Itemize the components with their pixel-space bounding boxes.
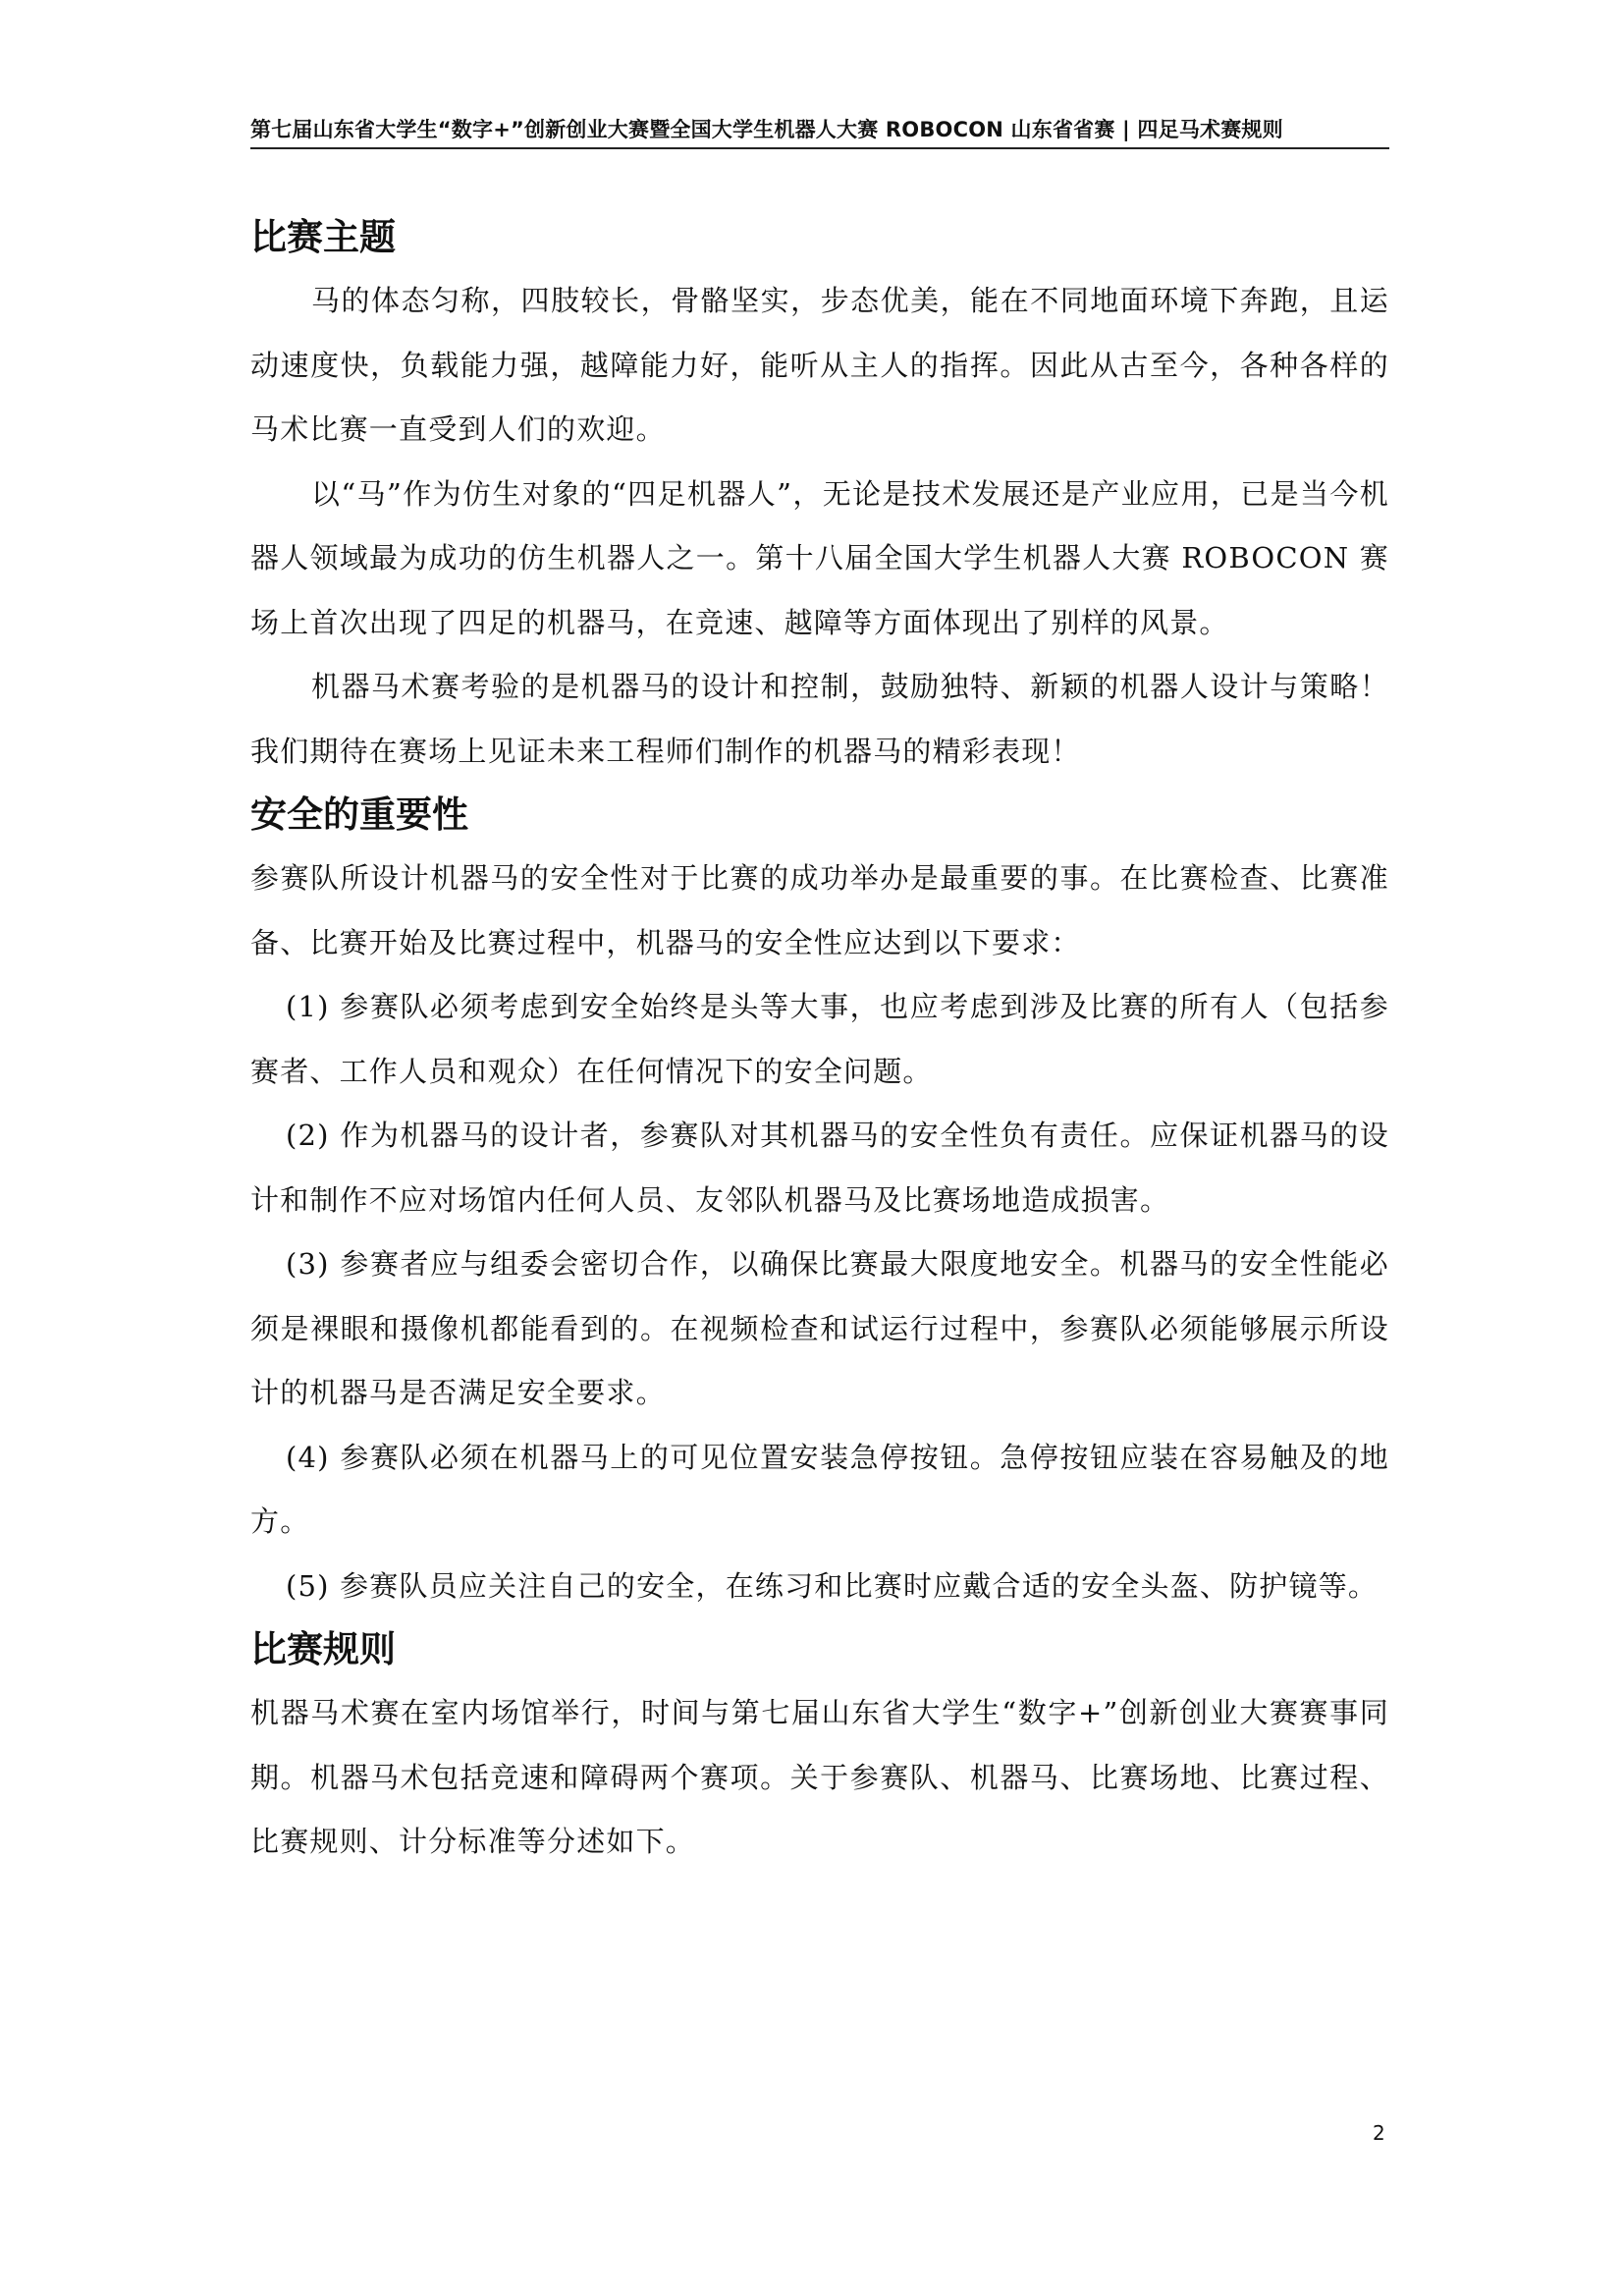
running-header: 第七届山东省大学生“数字+”创新创业大赛暨全国大学生机器人大赛 ROBOCON 山东省省赛 | 四足马术赛规则 bbox=[250, 114, 1389, 149]
section-title-safety: 安全的重要性 bbox=[250, 793, 468, 836]
page-number: 2 bbox=[1373, 2121, 1385, 2145]
rules-intro: 机器马术赛在室内场馆举行，时间与第七届山东省大学生“数字+”创新创业大赛赛事同期。机器马术包括竞速和障碍两个赛项。关于参赛队、机器马、比赛场地、比赛过程、比赛规则、计分标准等分述如下。 bbox=[250, 1696, 1389, 1858]
theme-paragraph-3: 机器马术赛考验的是机器马的设计和控制，鼓励独特、新颖的机器人设计与策略！我们期待在赛场上见证未来工程师们制作的机器马的精彩表现！ bbox=[250, 670, 1389, 768]
safety-item-1: (1) 参赛队必须考虑到安全始终是头等大事，也应考虑到涉及比赛的所有人（包括参赛者、工作人员和观众）在任何情况下的安全问题。 bbox=[250, 990, 1389, 1088]
theme-paragraph-1: 马的体态匀称，四肢较长，骨骼坚实，步态优美，能在不同地面环境下奔跑，且运动速度快，负载能力强，越障能力好，能听从主人的指挥。因此从古至今，各种各样的马术比赛一直受到人们的欢迎。 bbox=[250, 284, 1389, 446]
page-content bbox=[250, 206, 1389, 1875]
safety-intro: 参赛队所设计机器马的安全性对于比赛的成功举办是最重要的事。在比赛检查、比赛准备、比赛开始及比赛过程中，机器马的安全性应达到以下要求： bbox=[250, 861, 1389, 959]
section-title-rules: 比赛规则 bbox=[250, 1628, 396, 1670]
safety-item-3: (3) 参赛者应与组委会密切合作，以确保比赛最大限度地安全。机器马的安全性能必须是裸眼和摄像机都能看到的。在视频检查和试运行过程中，参赛队必须能够展示所设计的机器马是否满足安全要求。 bbox=[250, 1247, 1389, 1409]
section-title-theme: 比赛主题 bbox=[250, 216, 396, 258]
safety-item-5: (5) 参赛队员应关注自己的安全，在练习和比赛时应戴合适的安全头盔、防护镜等。 bbox=[286, 1568, 1379, 1603]
safety-item-2: (2) 作为机器马的设计者，参赛队对其机器马的安全性负有责任。应保证机器马的设计和制作不应对场馆内任何人员、友邻队机器马及比赛场地造成损害。 bbox=[250, 1119, 1389, 1217]
safety-item-4: (4) 参赛队必须在机器马上的可见位置安装急停按钮。急停按钮应装在容易触及的地方。 bbox=[250, 1440, 1389, 1538]
theme-paragraph-2: 以“马”作为仿生对象的“四足机器人”，无论是技术发展还是产业应用，已是当今机器人领域最为成功的仿生机器人之一。第十八届全国大学生机器人大赛 ROBOCON 赛场上首次出现了四足的机器马，在竞速、越障等方面体现出了别样的风景。 bbox=[250, 476, 1389, 639]
